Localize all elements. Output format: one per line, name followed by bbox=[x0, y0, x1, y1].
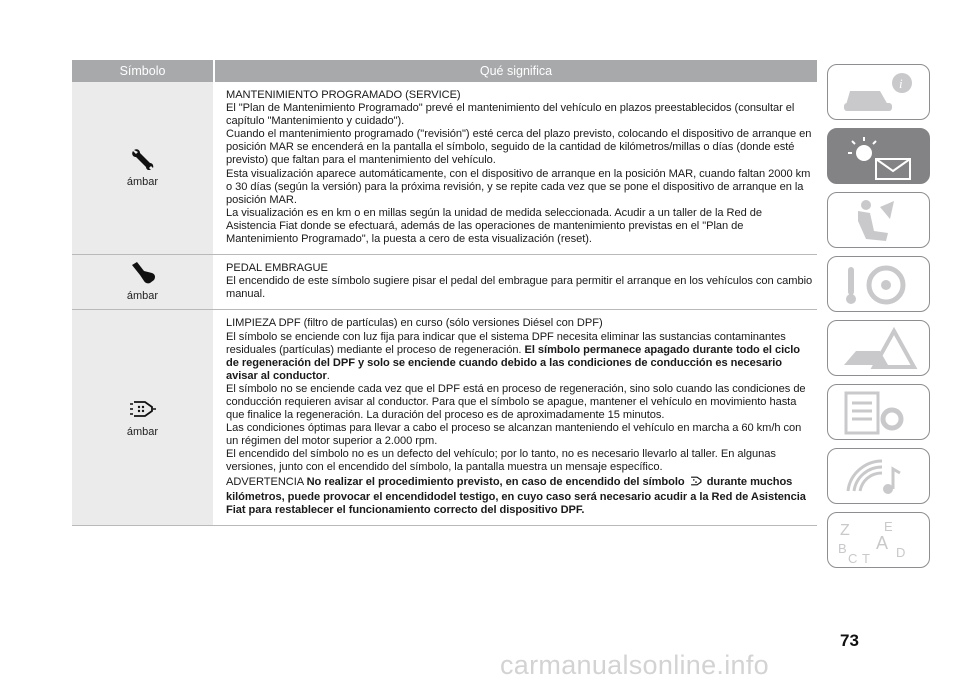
meaning-cell bbox=[213, 255, 817, 309]
chapter-tabs bbox=[827, 64, 930, 576]
header-meaning: Qué significa bbox=[213, 60, 817, 82]
svg-text:i: i bbox=[899, 76, 903, 91]
steering-key-icon bbox=[836, 261, 924, 309]
warning-lights-message-icon bbox=[836, 133, 924, 181]
wrench-icon bbox=[131, 148, 155, 170]
warning-bold: No realizar el procedimiento previsto, en caso de encendido del símbolo bbox=[306, 475, 688, 488]
symbol-color-label: ámbar bbox=[126, 290, 159, 303]
paragraph-end: . bbox=[326, 369, 330, 382]
car-info-icon bbox=[836, 69, 924, 117]
symbol-cell bbox=[72, 255, 213, 309]
row-title: LIMPIEZA DPF (filtro de partículas) en curso (sólo versiones Diésel con DPF) bbox=[226, 317, 603, 330]
meaning-cell bbox=[213, 82, 817, 254]
tab-emergency[interactable] bbox=[827, 320, 930, 376]
index-letters-icon bbox=[836, 517, 924, 565]
index-letter: B bbox=[838, 541, 847, 556]
tab-index[interactable] bbox=[827, 512, 930, 568]
tab-multimedia[interactable] bbox=[827, 448, 930, 504]
warning-lights-table bbox=[72, 60, 817, 526]
meaning-cell bbox=[213, 310, 817, 524]
paragraph: El encendido del símbolo no es un defecto del vehículo; por lo tanto, no es necesario llevarlo al taller. En algunas versiones, junto con el encendido del símbolo, la pantalla muestra un mensaje específico. bbox=[226, 448, 776, 474]
table-header bbox=[72, 60, 817, 82]
symbol-cell bbox=[72, 310, 213, 524]
table-row bbox=[72, 82, 817, 255]
row-title: MANTENIMIENTO PROGRAMADO (SERVICE) bbox=[226, 89, 461, 101]
tab-starting-driving[interactable] bbox=[827, 256, 930, 312]
symbol-color-label: ámbar bbox=[126, 425, 159, 438]
paragraph bbox=[226, 331, 813, 383]
tab-maintenance[interactable] bbox=[827, 384, 930, 440]
index-letter: T bbox=[862, 551, 870, 565]
tab-car-info[interactable] bbox=[827, 64, 930, 120]
dpf-filter-icon bbox=[688, 475, 704, 491]
warning-bold: durante muchos kilómetros, puede provocar el encendidodel testigo, en cuyo caso será necesario acudir a la Red de Asistencia Fiat para restablecer el funcionamiento correcto del dispositivo DPF. bbox=[226, 475, 806, 516]
symbol-color-label: ámbar bbox=[126, 176, 159, 189]
seat-airbag-icon bbox=[836, 197, 924, 245]
paragraph: Las condiciones óptimas para llevar a cabo el proceso se alcanzan manteniendo el vehículo en marcha a 60 km/h con un régimen del motor superior a 2.000 rpm. bbox=[226, 422, 802, 448]
index-letter: Z bbox=[840, 522, 850, 539]
header-symbol: Símbolo bbox=[119, 64, 166, 78]
index-letter: D bbox=[896, 545, 906, 560]
symbol-cell bbox=[72, 82, 213, 254]
emergency-triangle-icon bbox=[836, 325, 924, 373]
paragraph: Cuando el mantenimiento programado ("revisión") esté cerca del plazo previsto, colocando el dispositivo de arranque en posición MAR se encenderá en la pantalla el símbolo, seguido de la cantidad de kilómetros/millas o días (donde esté previsto) que faltan para el mantenimiento del vehículo. bbox=[226, 128, 812, 167]
dpf-filter-icon bbox=[130, 398, 156, 420]
maintenance-gear-icon bbox=[836, 389, 924, 437]
row-title: PEDAL EMBRAGUE bbox=[226, 262, 328, 275]
paragraph: Esta visualización aparece automáticamente, con el dispositivo de arranque en la posición MAR, cuando faltan 2000 km o 30 días (según la versión) para la próxima revisión, y se repite cada vez que se pone el dispositivo de arranque en la posición MAR. bbox=[226, 167, 811, 206]
tab-warning-lights[interactable] bbox=[827, 128, 930, 184]
paragraph-text: El símbolo se enciende con luz fija para indicar que el sistema DPF necesita eliminar las sustancias contaminantes residuales (partículas) mediante el proceso de regeneración. bbox=[226, 330, 786, 356]
watermark: carmanualsonline.info bbox=[500, 650, 769, 680]
warning-prefix: ADVERTENCIA bbox=[226, 475, 307, 488]
table-row bbox=[72, 310, 817, 525]
table-row bbox=[72, 255, 817, 310]
index-letter: E bbox=[884, 519, 893, 534]
clutch-pedal-icon bbox=[130, 262, 156, 284]
paragraph: El símbolo no se enciende cada vez que el DPF está en proceso de regeneración, sino solo cuando las condiciones de conducción requieren avisar al conductor. Para que el símbolo se apague, mantener el vehículo en movimiento hasta que finalice la regeneración. La duración del proceso es de aproximadamente 15 minutos. bbox=[226, 382, 806, 422]
paragraph: El "Plan de Mantenimiento Programado" prevé el mantenimiento del vehículo en plazos preestablecidos (consultar el capítulo "Mantenimiento y cuidado"). bbox=[226, 102, 795, 128]
multimedia-icon bbox=[836, 453, 924, 501]
paragraph: El encendido de este símbolo sugiere pisar el pedal del embrague para permitir el arranque en los vehículos con cambio manual. bbox=[226, 275, 813, 301]
page-number: 73 bbox=[840, 631, 859, 650]
index-letter: A bbox=[876, 533, 889, 553]
tab-safety[interactable] bbox=[827, 192, 930, 248]
index-letter: C bbox=[848, 551, 858, 565]
paragraph: La visualización es en km o en millas según la unidad de medida seleccionada. Acudir a un taller de la Red de Asistencia Fiat donde se efectuará, además de las operaciones de mantenimiento previstas en el "Plan de Mantenimiento Programado", la puesta a cero de esta visualización (reset). bbox=[226, 206, 763, 246]
warning-paragraph bbox=[226, 475, 813, 517]
paragraph-bold: El símbolo permanece apagado durante todo el ciclo de regeneración del DPF y solo se enciende cuando debido a las condiciones de conducción es necesario avisar al conductor bbox=[226, 343, 801, 382]
